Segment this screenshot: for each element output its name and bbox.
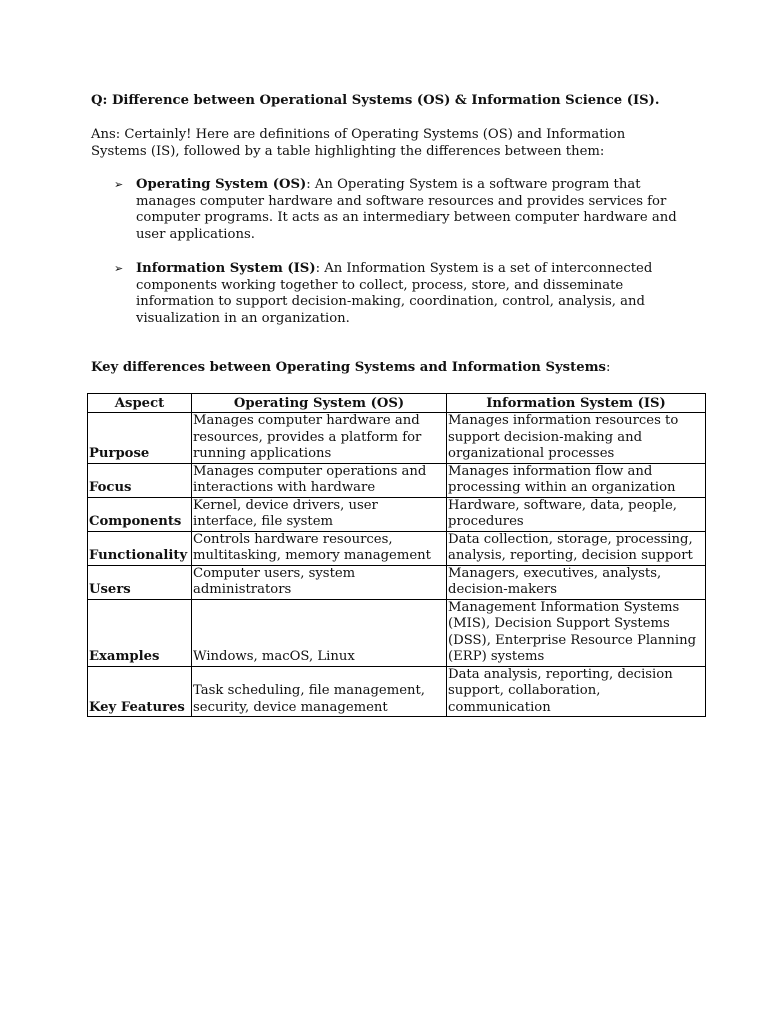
os-cell: Task scheduling, file management, security, device management — [192, 666, 447, 717]
table-heading-colon: : — [605, 360, 611, 375]
is-cell: Manages information resources to support decision-making and organizational processes — [447, 413, 706, 464]
bullet-text — [136, 261, 688, 327]
aspect-cell: Examples — [88, 599, 192, 666]
is-cell: Data collection, storage, processing, analysis, reporting, decision support — [447, 531, 706, 565]
bullet-definition: : An Information System is a set of interconnected components working together to collect, process, store, and disseminate information to support decision-making, coordination, control, analysis, and visualization in an organization. — [136, 261, 653, 326]
table-heading — [91, 360, 711, 377]
table-row — [88, 666, 706, 717]
table-row — [88, 599, 706, 666]
aspect-cell: Functionality — [88, 531, 192, 565]
is-cell: Managers, executives, analysts, decision-makers — [447, 565, 706, 599]
os-cell: Manages computer hardware and resources, provides a platform for running applications — [192, 413, 447, 464]
aspect-cell: Focus — [88, 463, 192, 497]
arrow-bullet-icon: ➢ — [114, 262, 124, 275]
is-cell: Management Information Systems (MIS), Decision Support Systems (DSS), Enterprise Resource Planning (ERP) systems — [447, 599, 706, 666]
bullet-term: Operating System (OS) — [136, 177, 307, 192]
bullet-text — [136, 177, 688, 243]
bullet-term: Information System (IS) — [136, 261, 316, 276]
bullet-definition: : An Operating System is a software program that manages computer hardware and software resources and provides services for computer programs. It acts as an intermediary between computer hardware and user applications. — [136, 177, 677, 242]
is-cell: Manages information flow and processing within an organization — [447, 463, 706, 497]
arrow-bullet-icon: ➢ — [114, 178, 124, 191]
os-cell: Kernel, device drivers, user interface, file system — [192, 497, 447, 531]
os-cell: Manages computer operations and interactions with hardware — [192, 463, 447, 497]
differences-table — [87, 393, 706, 717]
aspect-cell: Components — [88, 497, 192, 531]
header-aspect: Aspect — [88, 394, 192, 413]
answer-intro: Ans: Certainly! Here are definitions of Operating Systems (OS) and Information Systems (IS), followed by a table highlighting the differences between them: — [91, 127, 626, 159]
os-cell: Computer users, system administrators — [192, 565, 447, 599]
table-row — [88, 497, 706, 531]
is-cell: Data analysis, reporting, decision support, collaboration, communication — [447, 666, 706, 717]
aspect-cell: Users — [88, 565, 192, 599]
question-heading: Q: Difference between Operational Systems (OS) & Information Science (IS). — [91, 93, 660, 108]
header-os: Operating System (OS) — [192, 394, 447, 413]
table-header-row — [88, 394, 706, 413]
header-is: Information System (IS) — [447, 394, 706, 413]
table-row — [88, 463, 706, 497]
table-row — [88, 565, 706, 599]
aspect-cell: Purpose — [88, 413, 192, 464]
table-heading-text: Key differences between Operating Systems and Information Systems — [91, 360, 606, 375]
table-row — [88, 413, 706, 464]
aspect-cell: Key Features — [88, 666, 192, 717]
table-row — [88, 531, 706, 565]
is-cell: Hardware, software, data, people, procedures — [447, 497, 706, 531]
os-cell: Windows, macOS, Linux — [192, 599, 447, 666]
os-cell: Controls hardware resources, multitasking, memory management — [192, 531, 447, 565]
